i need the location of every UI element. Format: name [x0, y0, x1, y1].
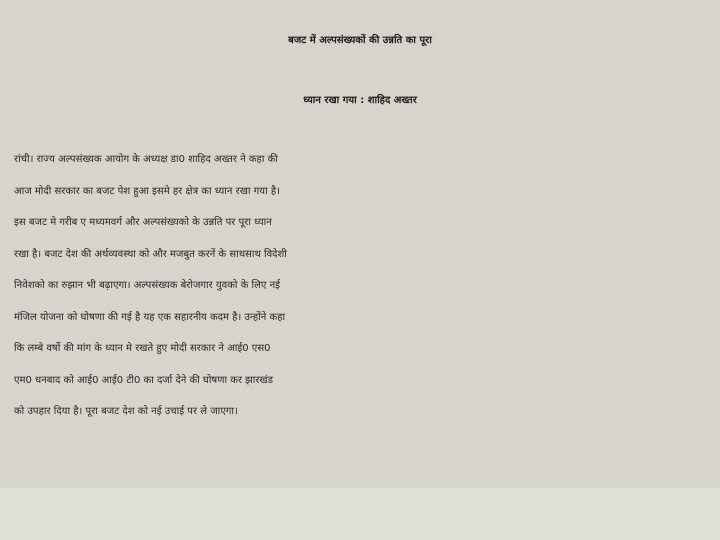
body-line: मंजिल योजना को घोषणा की गई है यह एक सहारनीय कदम है। उन्होंने कहा — [14, 311, 286, 323]
body-line: कि लम्बे वर्षो की मांग के ध्यान मे रखते हुए मोदी सरकार ने आई0 एस0 — [14, 343, 271, 354]
body-line: रांची। राज्य अल्पसंख्यक आयोग के अध्यक्ष डा0 शाहिद अख्तर ने कहा की — [14, 154, 278, 165]
headline-line-2: ध्यान रखा गया : शाहिद अख्तर — [303, 95, 417, 106]
article-body — [14, 144, 714, 428]
body-line: आज मोदी सरकार का बजट पेश हुआ इसमे हर क्षेत्र का ध्यान रखा गया है। — [14, 185, 280, 197]
body-line: को उपहार दिया है। पूरा बजट देश को नई उचाई पर ले जाएगा। — [14, 406, 238, 417]
blank-margin — [0, 488, 720, 540]
body-line: इस बजट मे गरीब ए मध्यमवर्ग और अल्पसंख्यको के उन्नति पर पूरा ध्यान — [14, 217, 272, 228]
body-line: रखा है। बजट देश की अर्थव्यवस्था को और मजबुत करनें के साथसाथ विदेशी — [14, 248, 287, 260]
body-line: एम0 धनबाद को आई0 आई0 टी0 का दर्जा देने की घोषणा कर झारखंड — [14, 374, 273, 386]
body-line: निवेशको का रुझान भी बढ़ाएगा। अल्पसंख्यक बेरोजगार युवको के लिए नई — [14, 280, 281, 291]
headline-line-1: बजट में अल्पसंख्यकों की उन्नति का पूरा — [288, 35, 432, 46]
